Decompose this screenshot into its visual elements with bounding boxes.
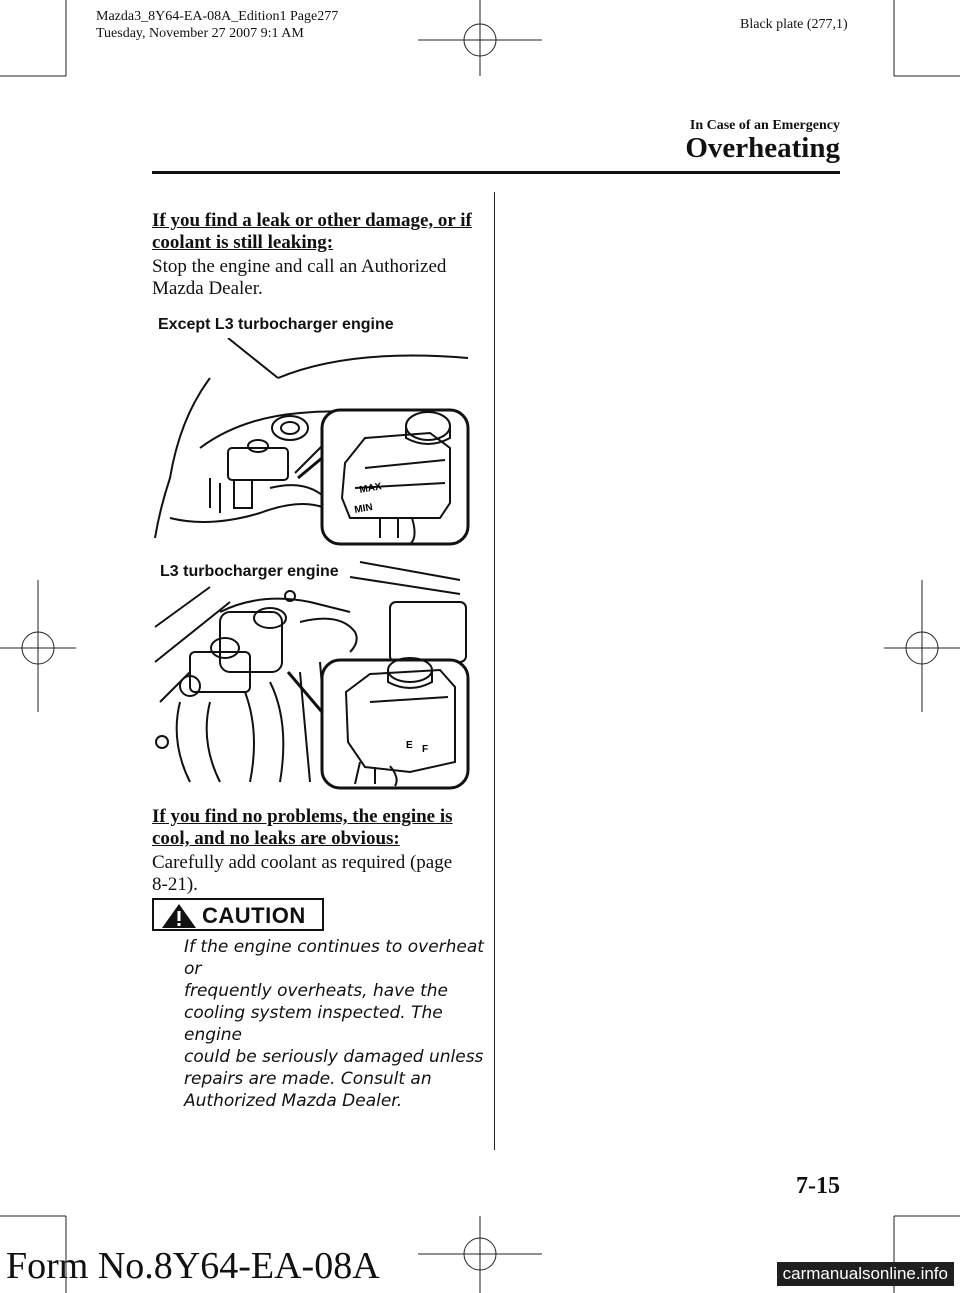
figure2-label: L3 turbocharger engine: [160, 563, 339, 580]
watermark: carmanualsonline.info: [777, 1262, 954, 1286]
caution-line: frequently overheats, have the: [184, 981, 448, 1001]
leak-body-line2: Mazda Dealer.: [152, 278, 263, 299]
warning-triangle-icon: [160, 902, 198, 930]
leak-body-line1: Stop the engine and call an Authorized: [152, 256, 447, 277]
caution-label: CAUTION: [202, 903, 306, 928]
ok-body-line2: 8-21).: [152, 874, 198, 895]
ok-heading-line2: cool, and no leaks are obvious:: [152, 828, 400, 849]
caution-box: [152, 898, 324, 931]
leak-heading-line2: coolant is still leaking:: [152, 232, 334, 253]
section-title: Overheating: [685, 132, 840, 164]
ok-body-line1: Carefully add coolant as required (page: [152, 852, 453, 873]
figure1-label: Except L3 turbocharger engine: [158, 316, 394, 333]
caution-line: cooling system inspected. The engine: [184, 1003, 443, 1045]
e-mark: E: [406, 740, 413, 751]
engine-bay-illustration-standard: [150, 338, 472, 548]
f-mark: F: [422, 744, 429, 755]
form-number: Form No.8Y64-EA-08A: [6, 1245, 380, 1287]
header-rule: [152, 171, 840, 174]
caution-line: Authorized Mazda Dealer.: [184, 1091, 403, 1111]
min-mark: MIN: [353, 501, 374, 516]
caution-line: repairs are made. Consult an: [184, 1069, 432, 1089]
column-divider: [494, 192, 495, 1150]
max-mark: MAX: [358, 481, 383, 496]
caution-line: If the engine continues to overheat or: [184, 937, 484, 979]
section-label: In Case of an Emergency: [689, 118, 840, 133]
leak-heading-line1: If you find a leak or other damage, or if: [152, 210, 472, 231]
caution-line: could be seriously damaged unless: [184, 1047, 484, 1067]
print-meta-line2: Tuesday, November 27 2007 9:1 AM: [96, 26, 304, 41]
page-number: 7-15: [796, 1173, 840, 1199]
print-plate: Black plate (277,1): [740, 17, 848, 32]
print-meta-line1: Mazda3_8Y64-EA-08A_Edition1 Page277: [96, 9, 339, 24]
ok-heading-line1: If you find no problems, the engine is: [152, 806, 453, 827]
caution-text: [184, 936, 494, 1112]
engine-bay-illustration-turbo: [150, 552, 472, 792]
